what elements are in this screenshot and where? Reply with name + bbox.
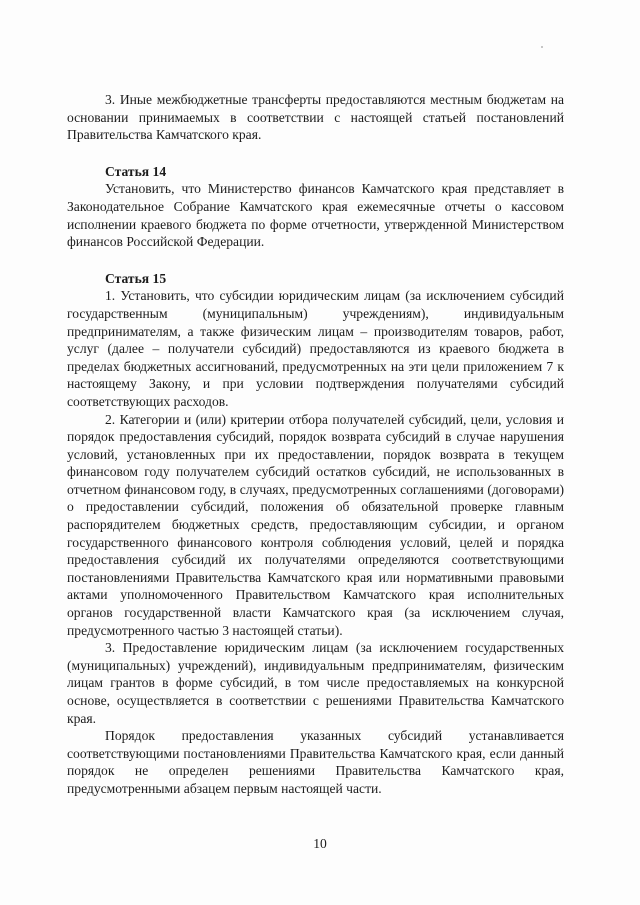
page-number: 10 — [313, 836, 327, 851]
article-14-heading: Статья 14 — [105, 163, 167, 179]
paragraph-transfers: 3. Иные межбюджетные трансферты предоставляются местным бюджетам на основании принимаемых в соответствии с настоящей статьей постановлений Правительства Камчатского края. — [67, 92, 564, 143]
article-15-part-1: 1. Установить, что субсидии юридическим лицам (за исключением субсидий государственным (муниципальным) учреждениям), индивидуальным предпринимателям, а также физическим лицам – производителям товаров, работ, услуг (далее – получатели субсидий) предоставляются из краевого бюджета в пределах бюджетных ассигнований, предусмотренных на эти цели приложением 7 к настоящему Закону, и при условии подтверждения получателями субсидий соответствующих расходов. — [67, 288, 564, 409]
scan-artifact-dot — [541, 46, 543, 48]
article-15-part-3: 3. Предоставление юридическим лицам (за исключением государственных (муниципальных) учреждений), индивидуальным предпринимателям, физическим лицам грантов в форме субсидий, в том числе предоставляемых на конкурсной основе, осуществляется в соответствии с решениями Правительства Камчатского края. — [67, 640, 564, 726]
article-15-heading: Статья 15 — [105, 270, 167, 286]
article-15-part-3-order: Порядок предоставления указанных субсидий устанавливается соответствующими постановлениями Правительства Камчатского края, если данный порядок не определен решениями Правительства Камчатского края, предусмотренными абзацем первым настоящей части. — [67, 728, 564, 796]
document-body — [67, 91, 564, 798]
article-15-part-2: 2. Категории и (или) критерии отбора получателей субсидий, цели, условия и порядок предоставления субсидий, порядок возврата субсидий в случае нарушения условий, установленных при их предоставлении, порядок возврата в текущем финансовом году получателем субсидий остатков субсидий, не использованных в отчетном финансовом году, в случаях, предусмотренных соглашениями (договорами) о предоставлении субсидий, положения об обязательной проверке главным распорядителем бюджетных средств, предоставляющим субсидии, и органом государственного финансового контроля соблюдения условий, целей и порядка предоставления субсидий их получателями определяются соответствующими постановлениями Правительства Камчатского края или нормативными правовыми актами уполномоченного Правительством Камчатского края исполнительных органов государственной власти Камчатского края (за исключением случая, предусмотренного частью 3 настоящей статьи). — [67, 411, 564, 638]
article-14-text: Установить, что Министерство финансов Камчатского края представляет в Законодательное Собрание Камчатского края ежемесячные отчеты о кассовом исполнении краевого бюджета по форме отчетности, утвержденной Министерством финансов Российской Федерации. — [67, 181, 564, 250]
